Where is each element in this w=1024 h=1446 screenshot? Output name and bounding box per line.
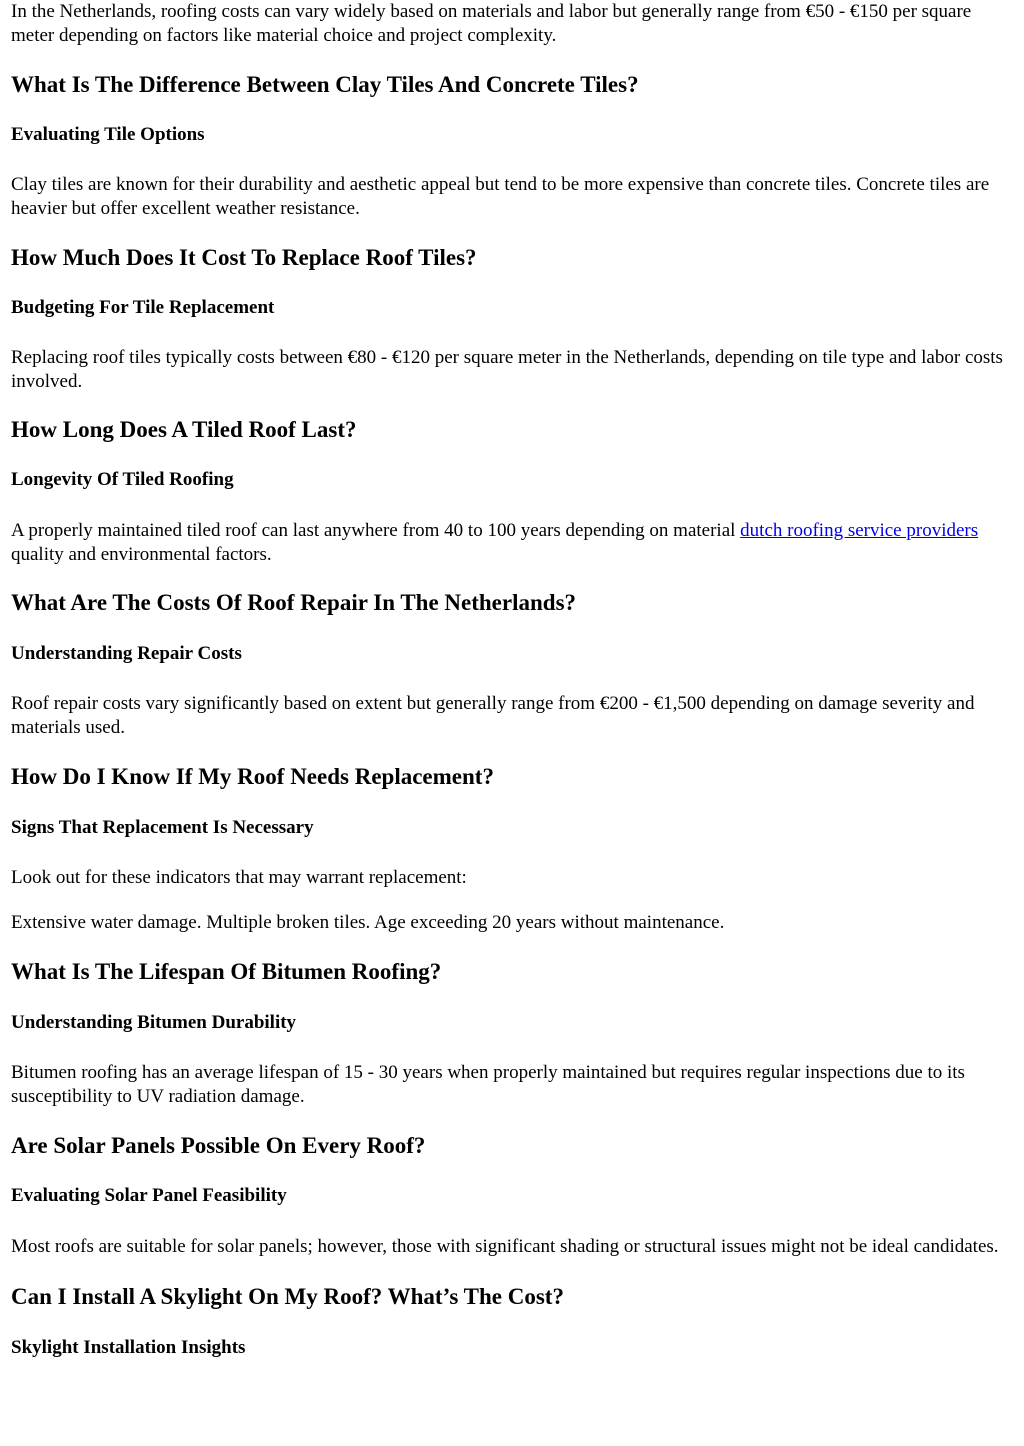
paragraph-clay-tiles: Clay tiles are known for their durability and aesthetic appeal but tend to be more expensive than concrete tiles. Concrete tiles are heavier but offer excellent weather resistance. [11, 174, 990, 219]
section-heading-bitumen-lifespan: What Is The Lifespan Of Bitumen Roofing? [11, 959, 442, 984]
section-heading-solar-panels: Are Solar Panels Possible On Every Roof? [11, 1133, 426, 1158]
section-heading-repair-costs: What Are The Costs Of Roof Repair In The Netherlands? [11, 590, 577, 615]
subheading-longevity-tiled-roofing: Longevity Of Tiled Roofing [11, 469, 234, 490]
section-heading-clay-vs-concrete: What Is The Difference Between Clay Tiles And Concrete Tiles? [11, 72, 639, 97]
subheading-evaluating-tile-options: Evaluating Tile Options [11, 124, 205, 145]
section-heading-roof-replacement-signs: How Do I Know If My Roof Needs Replacement? [11, 764, 494, 789]
paragraph-bitumen: Bitumen roofing has an average lifespan of 15 - 30 years when properly maintained but requires regular inspections due to its susceptibility to UV radiation damage. [11, 1062, 965, 1107]
subheading-bitumen-durability: Understanding Bitumen Durability [11, 1012, 297, 1033]
paragraph-tiled-roof-longevity [11, 519, 1013, 566]
paragraph-text-after-link: quality and environmental factors. [11, 543, 272, 565]
dutch-roofing-service-providers-link[interactable]: dutch roofing service providers [740, 520, 979, 541]
section-heading-skylight: Can I Install A Skylight On My Roof? What’s The Cost? [11, 1283, 564, 1309]
paragraph-solar-panels: Most roofs are suitable for solar panels; however, those with significant shading or structural issues might not be ideal candidates. [11, 1236, 999, 1257]
subheading-budgeting-tile-replacement: Budgeting For Tile Replacement [11, 297, 275, 318]
paragraph-repair-costs: Roof repair costs vary significantly based on extent but generally range from €200 - €1,500 depending on damage severity and materials used. [11, 693, 975, 738]
subheading-solar-feasibility: Evaluating Solar Panel Feasibility [11, 1185, 287, 1206]
section-heading-tiled-roof-lifespan: How Long Does A Tiled Roof Last? [11, 417, 357, 442]
paragraph-indicators-list: Extensive water damage. Multiple broken tiles. Age exceeding 20 years without maintenance. [11, 911, 725, 933]
paragraph-replacing-tiles: Replacing roof tiles typically costs between €80 - €120 per square meter in the Netherlands, depending on tile type and labor costs involved. [11, 347, 1003, 392]
subheading-skylight-insights: Skylight Installation Insights [11, 1336, 246, 1358]
subheading-understanding-repair-costs: Understanding Repair Costs [11, 643, 242, 664]
subheading-signs-replacement-necessary: Signs That Replacement Is Necessary [11, 817, 314, 838]
paragraph-indicators-intro: Look out for these indicators that may warrant replacement: [11, 867, 467, 888]
intro-paragraph: In the Netherlands, roofing costs can vary widely based on materials and labor but generally range from €50 - €150 per square meter depending on factors like material choice and project complexity. [11, 1, 972, 46]
paragraph-text-before-link: A properly maintained tiled roof can last anywhere from 40 to 100 years depending on material [11, 520, 741, 541]
section-heading-replace-tiles-cost: How Much Does It Cost To Replace Roof Tiles? [11, 245, 477, 270]
